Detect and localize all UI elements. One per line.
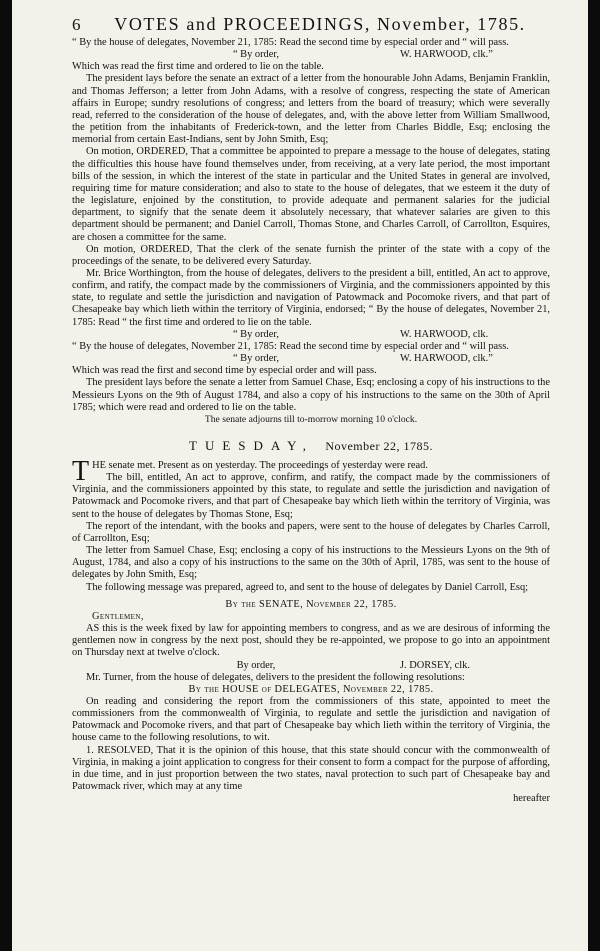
resolution-1: 1. RESOLVED, That it is the opinion of this house, that this state should concur with the commonwealth of Virginia, in making a joint application to congress for their consent to form a compact for the purpose of affording, in due time, and in just proportion between the two states, naval protection to such part of Chesapeake bay and Patowmack river, which may at any time	[72, 744, 550, 793]
clerk-signature: J. DORSEY, clk.	[400, 659, 470, 671]
catchword: hereafter	[513, 793, 550, 805]
signature-line	[72, 329, 550, 341]
paragraph: On reading and considering the report from the commissioners of this state, appointed to meet the commissioners from the commonwealth of Virginia, to regulate and settle the jurisdiction and navigation of Patowmack and Pocomoke rivers, and that part of Chesapeake bay which lieth within the territory of Virginia, the house came to the following resolutions, to wit.	[72, 695, 550, 744]
scan-edge-left	[0, 0, 12, 951]
by-order-label: “ By order,	[232, 328, 280, 340]
paragraph: The president lays before the senate a letter from Samuel Chase, Esq; enclosing a copy of his instructions to the Messieurs Lyons on the 9th of August 1784, and also a copy of his instructions to the same on the 30th of April 1785; which were read and ordered to lie on the table.	[72, 377, 550, 413]
page-header	[72, 14, 550, 35]
opening-paragraph	[72, 456, 550, 487]
adjournment-note: The senate adjourns till to-morrow morning 10 o'clock.	[204, 413, 418, 425]
day-heading	[72, 438, 550, 454]
by-order-label: By order,	[236, 659, 276, 671]
paragraph: Which was read the first and second time by especial order and will pass.	[72, 365, 377, 377]
endorsement-second-reading: “ By the house of delegates, November 21, 1785: Read the second time by especial order and “ will pass.	[72, 37, 509, 48]
salutation: Gentlemen,	[92, 610, 144, 622]
day-heading-date: November 22, 1785.	[325, 439, 433, 453]
paragraph: The letter from Samuel Chase, Esq; enclosing a copy of his instructions to the Messieurs Lyons on the 9th of August, 1784, and also a copy of his instructions to the same on the 30th of April, 1785, was sent to the house of delegates by John Smith, Esq;	[72, 545, 550, 581]
paragraph: Which was read the first time and ordered to lie on the table.	[72, 61, 324, 73]
paragraph: The president lays before the senate an extract of a letter from the honourable John Adams, Benjamin Franklin, and Thomas Jefferson; a letter from John Adams, with a resolve of congress, respecting the state of American affairs in Europe; sundry resolutions of congress; and letters from the board of treasury; which were severally read, referred to the consideration of the house of delegates, and, with the above letter from William Smallwood, the petition from the inhabitants of Frederick-town, and the letter from Charles Biddle, Esq; enclosing the memorial from certain East-Indians, sent by John Smith, Esq;	[72, 73, 550, 146]
senate-message-body: AS this is the week fixed by law for appointing members to congress, and as we are desirous of informing the gentlemen now in congress by the next post, should they be re-appointed, we propose to go into an appointment on Thursday next at twelve o'clock.	[72, 623, 550, 659]
drop-cap: T	[72, 456, 90, 487]
paragraph: The following message was prepared, agreed to, and sent to the house of delegates by Daniel Carroll, Esq;	[86, 581, 529, 593]
paragraph: On motion, ORDERED, That a committee be appointed to prepare a message to the house of delegates, stating the difficulties this house have found themselves under, from receiving, at a very late period, the most important bills of the session, in which the interest of the state in particular and the United States in general are involved, requiring time for mature consideration; and also to state to the house of delegates, that we esteem it the duty of the legislature, enjoined by the constitution, to provide adequate and permanent salaries for the judicial department, to signify that the senate deem it absolutely necessary, that whatever salaries are given to this department should be permanent; and Daniel Carroll, Thomas Stone, and Charles Carroll, of Carrollton, Esquires, are chosen a committee for the same.	[72, 146, 550, 243]
clerk-signature: W. HARWOOD, clk.”	[400, 49, 493, 61]
opening-text: HE senate met. Present as on yesterday. The proceedings of yesterday were read.	[92, 460, 428, 471]
clerk-signature: W. HARWOOD, clk.	[400, 328, 489, 340]
day-heading-weekday: TUESDAY,	[189, 438, 315, 453]
paragraph: Mr. Brice Worthington, from the house of delegates, delivers to the president a bill, entitled, An act to approve, confirm, and ratify, the compact made by the commissioners of Virginia, and the commissioners appointed by this state, to regulate and settle the jurisdiction and navigation of Patowmack and Pocomoke rivers, and that part of Chesapeake bay which lieth within the territory of Virginia, endorsed; “ By the house of delegates, November 21, 1785: Read “ the first time and ordered to lie on the table.	[72, 267, 550, 328]
paragraph: Mr. Turner, from the house of delegates, delivers to the president the following resolutions:	[86, 671, 465, 683]
page-number: 6	[72, 15, 81, 34]
by-order-label: “ By order,	[232, 49, 280, 61]
scan-edge-right	[588, 0, 600, 951]
house-resolutions-heading: By the HOUSE of DELEGATES, November 22, 1785.	[188, 683, 434, 695]
signature-line	[72, 49, 550, 61]
paragraph: On motion, ORDERED, That the clerk of the senate furnish the printer of the state with a copy of the proceedings of the senate, to be delivered every Saturday.	[72, 243, 550, 267]
clerk-signature: W. HARWOOD, clk.”	[400, 353, 493, 365]
page-content	[72, 14, 550, 805]
signature-line	[72, 660, 550, 672]
senate-message-heading: By the SENATE, November 22, 1785.	[225, 598, 397, 610]
paragraph: The bill, entitled, An act to approve, confirm, and ratify, the compact made by the commissioners of Virginia, and the commissioners appointed by this state, to regulate and settle the jurisdiction and navigation of Patowmack and Pocomoke rivers, and that part of Chesapeake bay which lieth within the territory of Virginia, was sent to the house of delegates by Thomas Stone, Esq;	[72, 472, 550, 520]
running-title: VOTES and PROCEEDINGS, November, 1785.	[114, 14, 526, 34]
endorsement-second-reading: “ By the house of delegates, November 21, 1785: Read the second time by especial order and “ will pass.	[72, 340, 509, 352]
by-order-label: “ By order,	[232, 353, 280, 365]
paragraph: The report of the intendant, with the books and papers, were sent to the house of delegates by Charles Carroll, of Carrollton, Esq;	[72, 520, 550, 544]
document-page	[12, 0, 588, 951]
signature-line	[72, 353, 550, 365]
